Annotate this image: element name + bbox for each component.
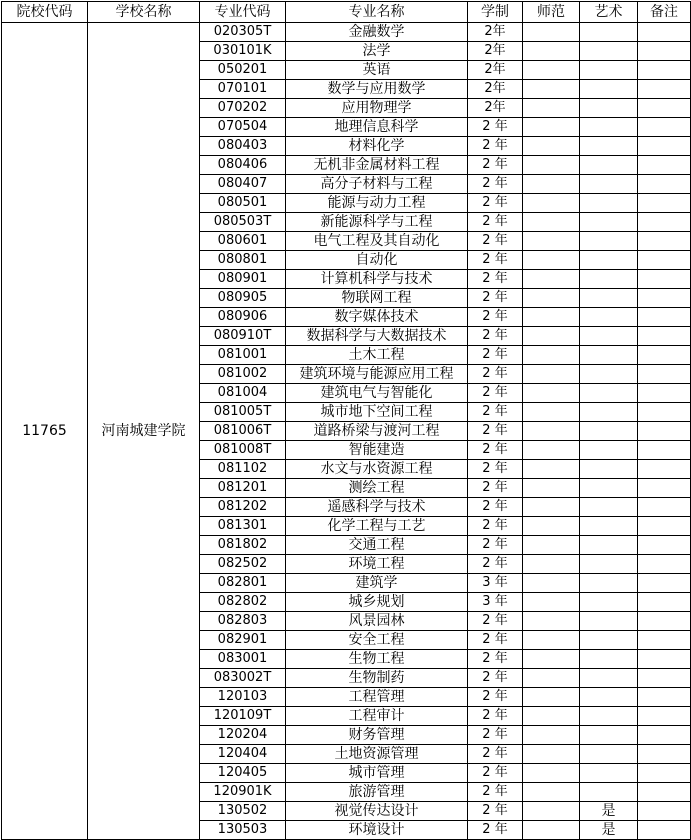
major-code-cell: 080403 [200,137,286,156]
major-name-cell: 风景园林 [286,612,468,631]
note-cell [638,802,691,821]
header-years: 学制 [468,2,523,23]
major-name-cell: 城乡规划 [286,593,468,612]
major-code-cell: 020305T [200,23,286,42]
years-cell: 3 年 [468,593,523,612]
art-cell [580,631,638,650]
years-cell: 2 年 [468,213,523,232]
normal-cell [523,574,580,593]
major-name-cell: 计算机科学与技术 [286,270,468,289]
major-code-cell: 081006T [200,422,286,441]
art-cell [580,726,638,745]
note-cell [638,289,691,308]
note-cell [638,99,691,118]
major-code-cell: 082801 [200,574,286,593]
major-code-cell: 080601 [200,232,286,251]
art-cell [580,669,638,688]
note-cell [638,688,691,707]
art-cell [580,327,638,346]
normal-cell [523,802,580,821]
note-cell [638,574,691,593]
major-name-cell: 城市管理 [286,764,468,783]
normal-cell [523,536,580,555]
header-note: 备注 [638,2,691,23]
note-cell [638,213,691,232]
note-cell [638,232,691,251]
art-cell [580,118,638,137]
major-code-cell: 080406 [200,156,286,175]
major-code-cell: 080910T [200,327,286,346]
years-cell: 2 年 [468,441,523,460]
normal-cell [523,156,580,175]
note-cell [638,441,691,460]
major-code-cell: 120404 [200,745,286,764]
art-cell [580,99,638,118]
major-code-cell: 081301 [200,517,286,536]
header-school-name: 学校名称 [88,2,200,23]
normal-cell [523,308,580,327]
normal-cell [523,270,580,289]
note-cell [638,707,691,726]
normal-cell [523,707,580,726]
years-cell: 2年 [468,99,523,118]
major-name-cell: 数据科学与大数据技术 [286,327,468,346]
major-code-cell: 081005T [200,403,286,422]
years-cell: 2年 [468,61,523,80]
note-cell [638,783,691,802]
years-cell: 2 年 [468,232,523,251]
note-cell [638,726,691,745]
art-cell [580,42,638,61]
note-cell [638,593,691,612]
note-cell [638,327,691,346]
major-code-cell: 070202 [200,99,286,118]
major-code-cell: 080801 [200,251,286,270]
years-cell: 2 年 [468,327,523,346]
note-cell [638,42,691,61]
normal-cell [523,403,580,422]
note-cell [638,764,691,783]
major-name-cell: 工程审计 [286,707,468,726]
note-cell [638,156,691,175]
art-cell [580,251,638,270]
years-cell: 3 年 [468,574,523,593]
major-name-cell: 安全工程 [286,631,468,650]
art-cell [580,783,638,802]
note-cell [638,669,691,688]
normal-cell [523,194,580,213]
years-cell: 2 年 [468,764,523,783]
header-major-code: 专业代码 [200,2,286,23]
art-cell [580,365,638,384]
years-cell: 2 年 [468,688,523,707]
major-name-cell: 地理信息科学 [286,118,468,137]
major-name-cell: 土木工程 [286,346,468,365]
note-cell [638,422,691,441]
major-name-cell: 环境工程 [286,555,468,574]
major-code-cell: 081201 [200,479,286,498]
years-cell: 2 年 [468,118,523,137]
header-normal: 师范 [523,2,580,23]
normal-cell [523,631,580,650]
major-table [1,1,691,840]
art-cell [580,498,638,517]
major-code-cell: 120901K [200,783,286,802]
note-cell [638,175,691,194]
art-cell [580,61,638,80]
major-code-cell: 082901 [200,631,286,650]
art-cell [580,23,638,42]
major-name-cell: 土地资源管理 [286,745,468,764]
art-cell: 是 [580,802,638,821]
normal-cell [523,365,580,384]
years-cell: 2年 [468,42,523,61]
header-art: 艺术 [580,2,638,23]
art-cell [580,289,638,308]
major-code-cell: 082802 [200,593,286,612]
major-code-cell: 080905 [200,289,286,308]
art-cell [580,213,638,232]
note-cell [638,194,691,213]
normal-cell [523,213,580,232]
major-name-cell: 新能源科学与工程 [286,213,468,232]
art-cell [580,764,638,783]
major-name-cell: 能源与动力工程 [286,194,468,213]
major-code-cell: 082502 [200,555,286,574]
art-cell [580,441,638,460]
art-cell [580,270,638,289]
major-name-cell: 数学与应用数学 [286,80,468,99]
years-cell: 2 年 [468,745,523,764]
major-code-cell: 081008T [200,441,286,460]
note-cell [638,403,691,422]
major-code-cell: 120204 [200,726,286,745]
note-cell [638,346,691,365]
major-name-cell: 旅游管理 [286,783,468,802]
years-cell: 2 年 [468,137,523,156]
school-name-cell: 河南城建学院 [88,23,200,840]
major-code-cell: 080407 [200,175,286,194]
art-cell [580,156,638,175]
table-row [2,23,691,42]
normal-cell [523,327,580,346]
years-cell: 2 年 [468,422,523,441]
years-cell: 2 年 [468,346,523,365]
art-cell [580,422,638,441]
art-cell: 是 [580,821,638,840]
note-cell [638,270,691,289]
major-code-cell: 050201 [200,61,286,80]
art-cell [580,574,638,593]
years-cell: 2 年 [468,460,523,479]
note-cell [638,612,691,631]
normal-cell [523,346,580,365]
years-cell: 2 年 [468,251,523,270]
note-cell [638,650,691,669]
major-code-cell: 080901 [200,270,286,289]
major-name-cell: 视觉传达设计 [286,802,468,821]
major-code-cell: 081001 [200,346,286,365]
note-cell [638,536,691,555]
years-cell: 2 年 [468,517,523,536]
years-cell: 2 年 [468,612,523,631]
years-cell: 2 年 [468,498,523,517]
major-name-cell: 建筑环境与能源应用工程 [286,365,468,384]
major-code-cell: 080906 [200,308,286,327]
years-cell: 2 年 [468,536,523,555]
art-cell [580,517,638,536]
years-cell: 2 年 [468,726,523,745]
years-cell: 2 年 [468,802,523,821]
major-name-cell: 建筑学 [286,574,468,593]
note-cell [638,137,691,156]
major-name-cell: 应用物理学 [286,99,468,118]
major-name-cell: 数字媒体技术 [286,308,468,327]
major-name-cell: 材料化学 [286,137,468,156]
major-name-cell: 建筑电气与智能化 [286,384,468,403]
major-name-cell: 生物工程 [286,650,468,669]
normal-cell [523,745,580,764]
major-name-cell: 无机非金属材料工程 [286,156,468,175]
normal-cell [523,251,580,270]
years-cell: 2 年 [468,479,523,498]
major-name-cell: 英语 [286,61,468,80]
art-cell [580,384,638,403]
normal-cell [523,688,580,707]
art-cell [580,460,638,479]
note-cell [638,365,691,384]
note-cell [638,479,691,498]
art-cell [580,232,638,251]
art-cell [580,346,638,365]
note-cell [638,23,691,42]
major-code-cell: 070504 [200,118,286,137]
table-body [2,23,691,840]
art-cell [580,745,638,764]
art-cell [580,80,638,99]
art-cell [580,137,638,156]
normal-cell [523,726,580,745]
major-code-cell: 080503T [200,213,286,232]
header-major-name: 专业名称 [286,2,468,23]
normal-cell [523,669,580,688]
note-cell [638,61,691,80]
major-name-cell: 高分子材料与工程 [286,175,468,194]
art-cell [580,593,638,612]
major-code-cell: 083002T [200,669,286,688]
note-cell [638,460,691,479]
major-name-cell: 电气工程及其自动化 [286,232,468,251]
major-code-cell: 081002 [200,365,286,384]
years-cell: 2 年 [468,156,523,175]
major-code-cell: 082803 [200,612,286,631]
normal-cell [523,593,580,612]
art-cell [580,555,638,574]
major-name-cell: 道路桥梁与渡河工程 [286,422,468,441]
normal-cell [523,479,580,498]
normal-cell [523,23,580,42]
years-cell: 2 年 [468,783,523,802]
major-name-cell: 化学工程与工艺 [286,517,468,536]
major-code-cell: 080501 [200,194,286,213]
art-cell [580,707,638,726]
major-name-cell: 智能建造 [286,441,468,460]
normal-cell [523,517,580,536]
years-cell: 2 年 [468,365,523,384]
years-cell: 2 年 [468,403,523,422]
years-cell: 2 年 [468,555,523,574]
note-cell [638,80,691,99]
major-name-cell: 水文与水资源工程 [286,460,468,479]
normal-cell [523,61,580,80]
art-cell [580,650,638,669]
years-cell: 2 年 [468,384,523,403]
art-cell [580,612,638,631]
art-cell [580,479,638,498]
normal-cell [523,80,580,99]
major-code-cell: 120109T [200,707,286,726]
years-cell: 2 年 [468,631,523,650]
years-cell: 2 年 [468,270,523,289]
note-cell [638,745,691,764]
normal-cell [523,384,580,403]
art-cell [580,194,638,213]
major-name-cell: 工程管理 [286,688,468,707]
major-name-cell: 法学 [286,42,468,61]
years-cell: 2 年 [468,308,523,327]
major-code-cell: 081202 [200,498,286,517]
normal-cell [523,422,580,441]
major-code-cell: 081802 [200,536,286,555]
years-cell: 2年 [468,23,523,42]
years-cell: 2 年 [468,821,523,840]
years-cell: 2 年 [468,669,523,688]
note-cell [638,251,691,270]
major-code-cell: 130502 [200,802,286,821]
normal-cell [523,650,580,669]
major-name-cell: 财务管理 [286,726,468,745]
art-cell [580,536,638,555]
normal-cell [523,764,580,783]
normal-cell [523,460,580,479]
major-code-cell: 083001 [200,650,286,669]
major-code-cell: 120405 [200,764,286,783]
note-cell [638,308,691,327]
header-school-code: 院校代码 [2,2,88,23]
normal-cell [523,42,580,61]
note-cell [638,555,691,574]
art-cell [580,308,638,327]
major-code-cell: 070101 [200,80,286,99]
normal-cell [523,783,580,802]
art-cell [580,403,638,422]
header-row [2,2,691,23]
art-cell [580,688,638,707]
note-cell [638,118,691,137]
major-name-cell: 遥感科学与技术 [286,498,468,517]
normal-cell [523,441,580,460]
major-name-cell: 金融数学 [286,23,468,42]
normal-cell [523,175,580,194]
art-cell [580,175,638,194]
note-cell [638,384,691,403]
years-cell: 2 年 [468,289,523,308]
normal-cell [523,612,580,631]
major-name-cell: 物联网工程 [286,289,468,308]
major-code-cell: 081102 [200,460,286,479]
years-cell: 2 年 [468,194,523,213]
years-cell: 2 年 [468,175,523,194]
normal-cell [523,118,580,137]
major-name-cell: 环境设计 [286,821,468,840]
major-name-cell: 测绘工程 [286,479,468,498]
school-code-cell: 11765 [2,23,88,840]
normal-cell [523,555,580,574]
normal-cell [523,289,580,308]
normal-cell [523,232,580,251]
normal-cell [523,99,580,118]
note-cell [638,631,691,650]
major-name-cell: 生物制药 [286,669,468,688]
years-cell: 2年 [468,80,523,99]
major-code-cell: 030101K [200,42,286,61]
years-cell: 2 年 [468,707,523,726]
major-name-cell: 城市地下空间工程 [286,403,468,422]
normal-cell [523,498,580,517]
major-code-cell: 130503 [200,821,286,840]
years-cell: 2 年 [468,650,523,669]
major-name-cell: 自动化 [286,251,468,270]
normal-cell [523,137,580,156]
major-code-cell: 120103 [200,688,286,707]
note-cell [638,517,691,536]
note-cell [638,498,691,517]
major-code-cell: 081004 [200,384,286,403]
major-name-cell: 交通工程 [286,536,468,555]
